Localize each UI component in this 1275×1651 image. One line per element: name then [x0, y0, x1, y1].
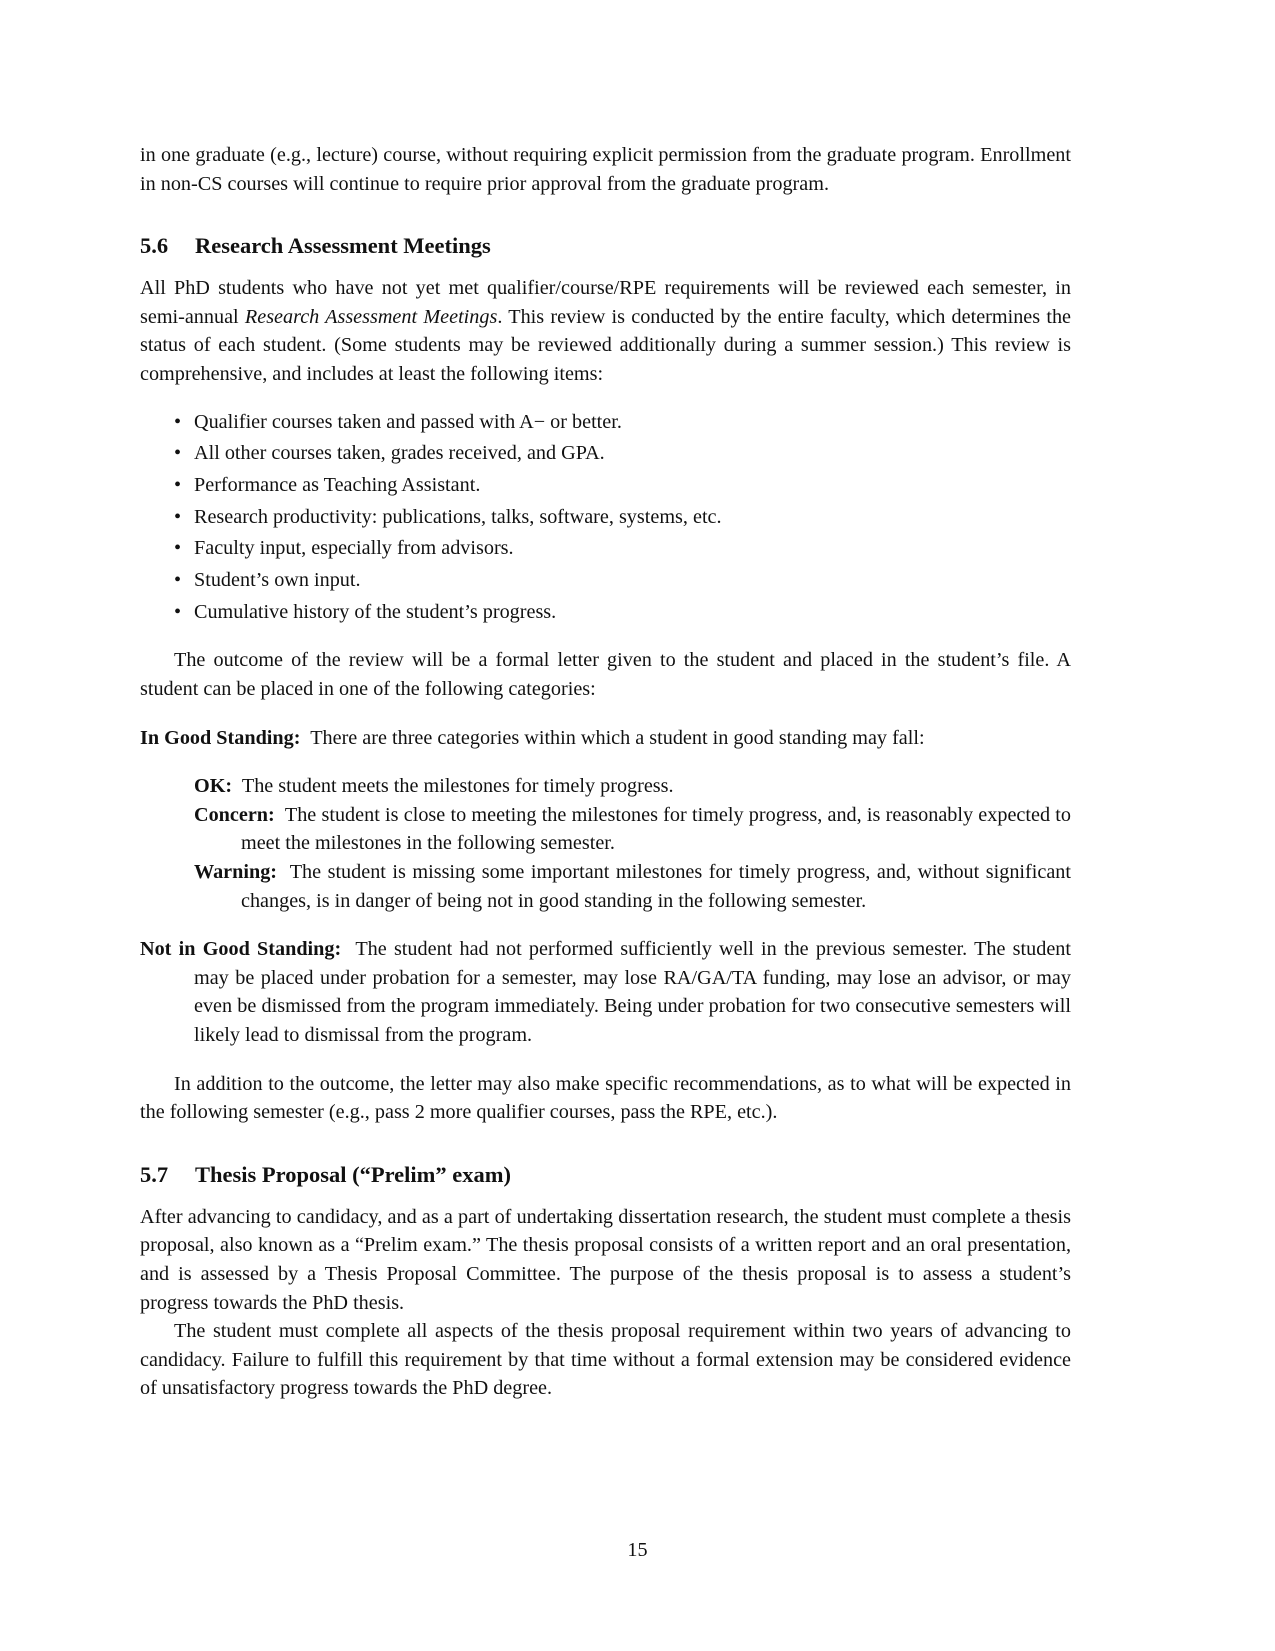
category-concern	[194, 801, 1071, 858]
outcome-paragraph: The outcome of the review will be a formal letter given to the student and placed in the student’s file. A student can be placed in one of the following categories:	[140, 649, 1071, 701]
definition-text: The student had not performed sufficiently well in the previous semester. The student may be placed under probation for a semester, may lose RA/GA/TA funding, may lose an advisor, or may even be dismissed from the program immediately. Being under probation for two consecutive semesters will likely lead to dismissal from the program.	[194, 938, 1072, 1047]
thesis-proposal-paragraph-1: After advancing to candidacy, and as a part of undertaking dissertation research, the student must complete a thesis proposal, also known as a “Prelim exam.” The thesis proposal consists of a written report and an oral presentation, and is assessed by a Thesis Proposal Committee. The purpose of the thesis proposal is to assess a student’s progress towards the PhD thesis.	[140, 1205, 1071, 1314]
category-ok	[194, 772, 1071, 801]
bullet-icon: •	[174, 442, 182, 465]
good-standing-categories	[194, 772, 1071, 915]
section-title: Research Assessment Meetings	[195, 233, 491, 259]
text-run: . This review is conducted by the entire faculty, which determines the status of each student. (Some students may be reviewed additionally during a summer session.) This review is comprehensive, and includes at least the following items:	[140, 305, 1072, 385]
list-item	[174, 502, 1071, 534]
list-item	[174, 407, 1071, 439]
section-heading-5-7	[140, 1161, 1071, 1189]
bullet-icon: •	[174, 473, 182, 496]
list-item	[174, 533, 1071, 565]
list-item-text: Performance as Teaching Assistant.	[194, 473, 481, 496]
list-item-text: Cumulative history of the student’s progress.	[194, 600, 557, 623]
not-good-standing-definition	[140, 935, 1071, 1049]
bullet-icon: •	[174, 569, 182, 592]
section-number: 5.6	[140, 233, 169, 259]
italic-term: Research Assessment Meetings	[244, 305, 498, 328]
list-item-text: Student’s own input.	[194, 569, 361, 592]
list-item-text: All other courses taken, grades received, and GPA.	[194, 442, 605, 465]
list-item	[174, 597, 1071, 629]
definition-term: In Good Standing:	[140, 726, 301, 749]
section-number: 5.7	[140, 1161, 169, 1187]
page-number: 15	[627, 1539, 648, 1561]
category-text: The student meets the milestones for timely progress.	[241, 775, 674, 798]
category-term: OK:	[194, 775, 233, 798]
assessment-intro-paragraph	[140, 274, 1071, 388]
list-item	[174, 470, 1071, 502]
bullet-icon: •	[174, 505, 182, 528]
good-standing-definition	[140, 724, 1071, 916]
bullet-icon: •	[174, 410, 182, 433]
list-item	[174, 438, 1071, 470]
section-heading-5-6	[140, 232, 1071, 260]
thesis-proposal-paragraph-2: The student must complete all aspects of the thesis proposal requirement within two years of advancing to candidacy. Failure to fulfill this requirement by that time without a formal extension may be considered evidence of unsatisfactory progress towards the PhD degree.	[140, 1320, 1071, 1400]
category-term: Concern:	[194, 803, 275, 826]
review-items-list	[140, 407, 1071, 629]
category-text: The student is missing some important milestones for timely progress, and, without significant changes, is in danger of being not in good standing in the following semester.	[241, 861, 1071, 912]
bullet-icon: •	[174, 537, 182, 560]
definition-text: There are three categories within which a student in good standing may fall:	[310, 726, 925, 749]
section-title: Thesis Proposal (“Prelim” exam)	[195, 1161, 512, 1187]
document-page	[140, 141, 1071, 1403]
recommendations-paragraph: In addition to the outcome, the letter may also make specific recommendations, as to what will be expected in the following semester (e.g., pass 2 more qualifier courses, pass the RPE, etc.).	[140, 1072, 1071, 1124]
list-item-text: Research productivity: publications, talks, software, systems, etc.	[194, 505, 722, 528]
category-text: The student is close to meeting the milestones for timely progress, and, is reasonably expected to meet the milestones in the following semester.	[241, 803, 1071, 855]
text-run: All PhD students who have not yet met qualifier/course/RPE requirements will be reviewed each semester, in semi-annual	[140, 277, 1071, 328]
list-item-text: Qualifier courses taken and passed with A− or better.	[194, 410, 622, 433]
continuation-paragraph: in one graduate (e.g., lecture) course, without requiring explicit permission from the graduate program. Enrollment in non-CS courses will continue to require prior approval from the graduate program.	[140, 144, 1071, 195]
category-warning	[194, 858, 1071, 915]
list-item	[174, 565, 1071, 597]
list-item-text: Faculty input, especially from advisors.	[194, 537, 514, 560]
bullet-icon: •	[174, 600, 182, 623]
category-term: Warning:	[194, 861, 278, 884]
definition-term: Not in Good Standing:	[140, 938, 342, 961]
